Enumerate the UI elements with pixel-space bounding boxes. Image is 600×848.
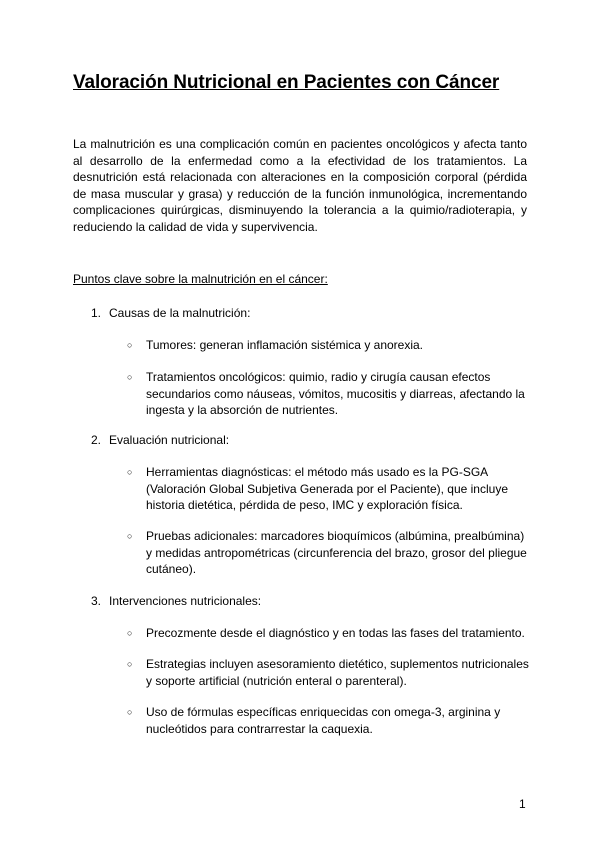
hollow-bullet-icon: ○ xyxy=(127,531,133,541)
sub-list-item-text: Tratamientos oncológicos: quimio, radio y cirugía causan efectos secundarios como náuseas, vómitos, mucositis y diarreas, afectando la ingesta y la absorción de nutrientes. xyxy=(146,370,525,417)
list-item-number: 2. xyxy=(91,433,102,447)
list-item-number: 1. xyxy=(91,306,102,320)
list-item-number: 3. xyxy=(91,594,102,608)
sub-list-item xyxy=(127,625,529,642)
sub-list-item xyxy=(127,656,529,689)
sub-list-item-text: Uso de fórmulas específicas enriquecidas con omega-3, arginina y nucleótidos para contrarrestar la caquexia. xyxy=(146,705,501,736)
sub-list-item-text: Tumores: generan inflamación sistémica y anorexia. xyxy=(146,338,424,352)
list-item-causes xyxy=(91,305,250,322)
sub-list-item xyxy=(127,337,529,354)
list-item-label: Intervenciones nutricionales: xyxy=(109,594,262,608)
sub-list-item xyxy=(127,369,529,419)
section-heading: Puntos clave sobre la malnutrición en el cáncer: xyxy=(73,272,328,286)
list-item-interventions xyxy=(91,593,261,610)
hollow-bullet-icon: ○ xyxy=(127,707,133,717)
sub-list-item-text: Pruebas adicionales: marcadores bioquímicos (albúmina, prealbúmina) y medidas antropométricas (circunferencia del brazo, grosor del pliegue cutáneo). xyxy=(146,529,527,576)
sub-list-item xyxy=(127,528,529,578)
sub-list-item-text: Precozmente desde el diagnóstico y en todas las fases del tratamiento. xyxy=(146,626,525,640)
intro-paragraph: La malnutrición es una complicación común en pacientes oncológicos y afecta tanto al desarrollo de la enfermedad como a la efectividad de los tratamientos. La desnutrición está relacionada con alteraciones en la composición corporal (pérdida de masa muscular y grasa) y reducción de la función inmunológica, incrementando complicaciones quirúrgicas, disminuyendo la tolerancia a la quimio/radioterapia, y reduciendo la calidad de vida y supervivencia. xyxy=(73,137,527,234)
sub-list-item-text: Herramientas diagnósticas: el método más usado es la PG-SGA (Valoración Global Subjetiva Generada por el Paciente), que incluye historia dietética, pérdida de peso, IMC y exploración física. xyxy=(146,465,508,512)
sub-list-item xyxy=(127,704,529,737)
sub-list-item xyxy=(127,464,529,514)
list-item-evaluation xyxy=(91,432,229,449)
list-item-label: Causas de la malnutrición: xyxy=(109,306,251,320)
hollow-bullet-icon: ○ xyxy=(127,628,133,638)
hollow-bullet-icon: ○ xyxy=(127,340,133,350)
list-item-label: Evaluación nutricional: xyxy=(109,433,230,447)
page-number: 1 xyxy=(519,797,526,811)
hollow-bullet-icon: ○ xyxy=(127,467,133,477)
document-title: Valoración Nutricional en Pacientes con Cáncer xyxy=(73,72,500,93)
sub-list-item-text: Estrategias incluyen asesoramiento dietético, suplementos nutricionales y soporte artificial (nutrición enteral o parenteral). xyxy=(146,657,529,688)
hollow-bullet-icon: ○ xyxy=(127,659,133,669)
hollow-bullet-icon: ○ xyxy=(127,372,133,382)
